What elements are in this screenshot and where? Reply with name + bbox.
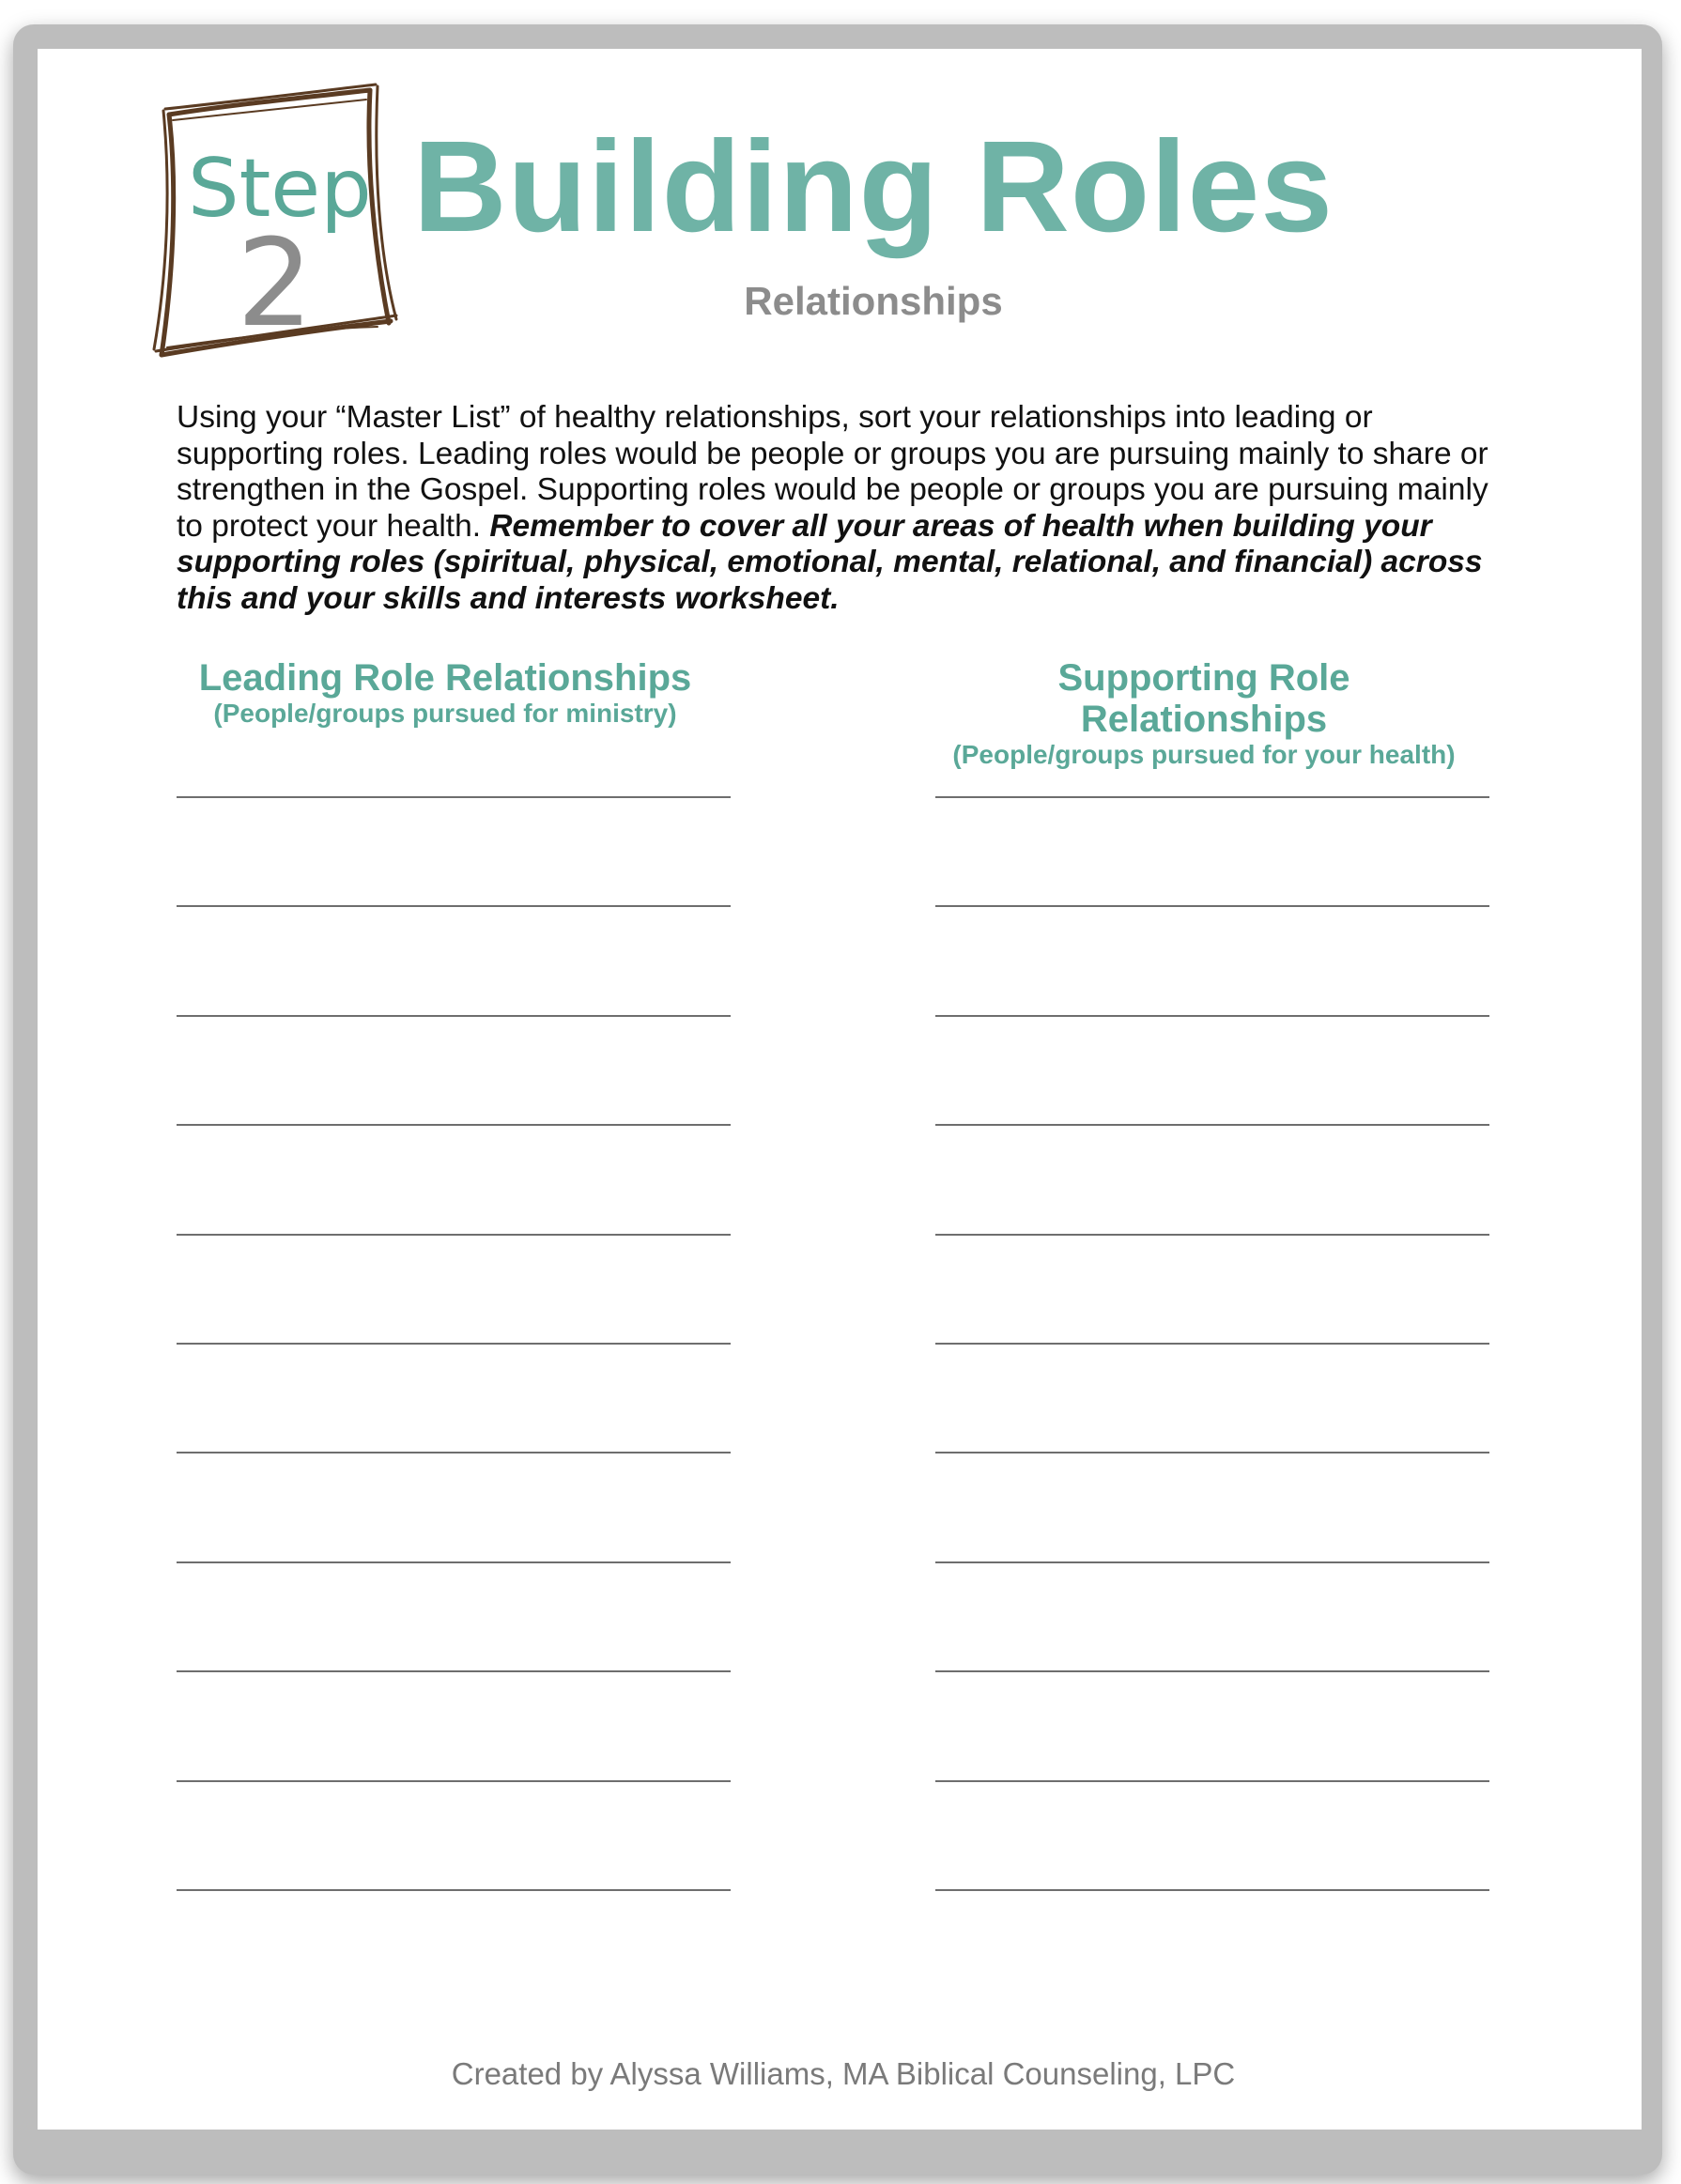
leading-write-line[interactable] — [177, 1782, 731, 1891]
step-number: 2 — [237, 214, 314, 354]
step-word: Step — [188, 142, 372, 236]
leading-write-line[interactable] — [177, 1345, 731, 1453]
supporting-blank-lines — [935, 761, 1489, 1891]
leading-write-line[interactable] — [177, 761, 731, 798]
page-subtitle: Relationships — [744, 279, 1003, 323]
supporting-column-header — [935, 657, 1473, 770]
supporting-write-line[interactable] — [935, 1672, 1489, 1781]
supporting-write-line[interactable] — [935, 907, 1489, 1016]
leading-column-header — [177, 657, 714, 729]
leading-heading: Leading Role Relationships — [198, 657, 692, 699]
instructions-text: Using your “Master List” of healthy relationships, sort your relationships into leading or supporting roles. Leading roles would be people or groups you are pursuing mainly to share or strengthen in the Gospel. Supporting roles would be people or groups you are pursuing mainly to protect your health. — [177, 400, 1488, 544]
step-frame-icon — [124, 77, 406, 359]
supporting-write-line[interactable] — [935, 798, 1489, 907]
leading-write-line[interactable] — [177, 1017, 731, 1126]
supporting-write-line[interactable] — [935, 1126, 1489, 1235]
leading-write-line[interactable] — [177, 1453, 731, 1562]
supporting-write-line[interactable] — [935, 1236, 1489, 1345]
leading-write-line[interactable] — [177, 907, 731, 1016]
instructions-paragraph — [177, 400, 1510, 617]
leading-write-line[interactable] — [177, 1236, 731, 1345]
leading-subheading: (People/groups pursued for ministry) — [213, 699, 677, 728]
instructions-emphasis: Remember to cover all your areas of health when building your supporting roles (spiritual, physical, emotional, mental, relational, and financial) across this and your skills and interests worksheet. — [177, 508, 1483, 616]
supporting-write-line[interactable] — [935, 761, 1489, 798]
leading-write-line[interactable] — [177, 798, 731, 907]
footer-credit: Created by Alyssa Williams, MA Biblical Counseling, LPC — [451, 2056, 1236, 2091]
supporting-heading: Supporting Role Relationships — [1057, 657, 1350, 740]
step-logo — [124, 77, 406, 359]
leading-write-line[interactable] — [177, 1563, 731, 1672]
leading-blank-lines — [177, 761, 731, 1891]
leading-write-line[interactable] — [177, 1672, 731, 1781]
supporting-write-line[interactable] — [935, 1345, 1489, 1453]
supporting-write-line[interactable] — [935, 1453, 1489, 1562]
supporting-subheading: (People/groups pursued for your health) — [952, 740, 1456, 769]
supporting-write-line[interactable] — [935, 1782, 1489, 1891]
leading-write-line[interactable] — [177, 1126, 731, 1235]
page-title: Building Roles — [413, 115, 1334, 259]
supporting-write-line[interactable] — [935, 1563, 1489, 1672]
supporting-write-line[interactable] — [935, 1017, 1489, 1126]
